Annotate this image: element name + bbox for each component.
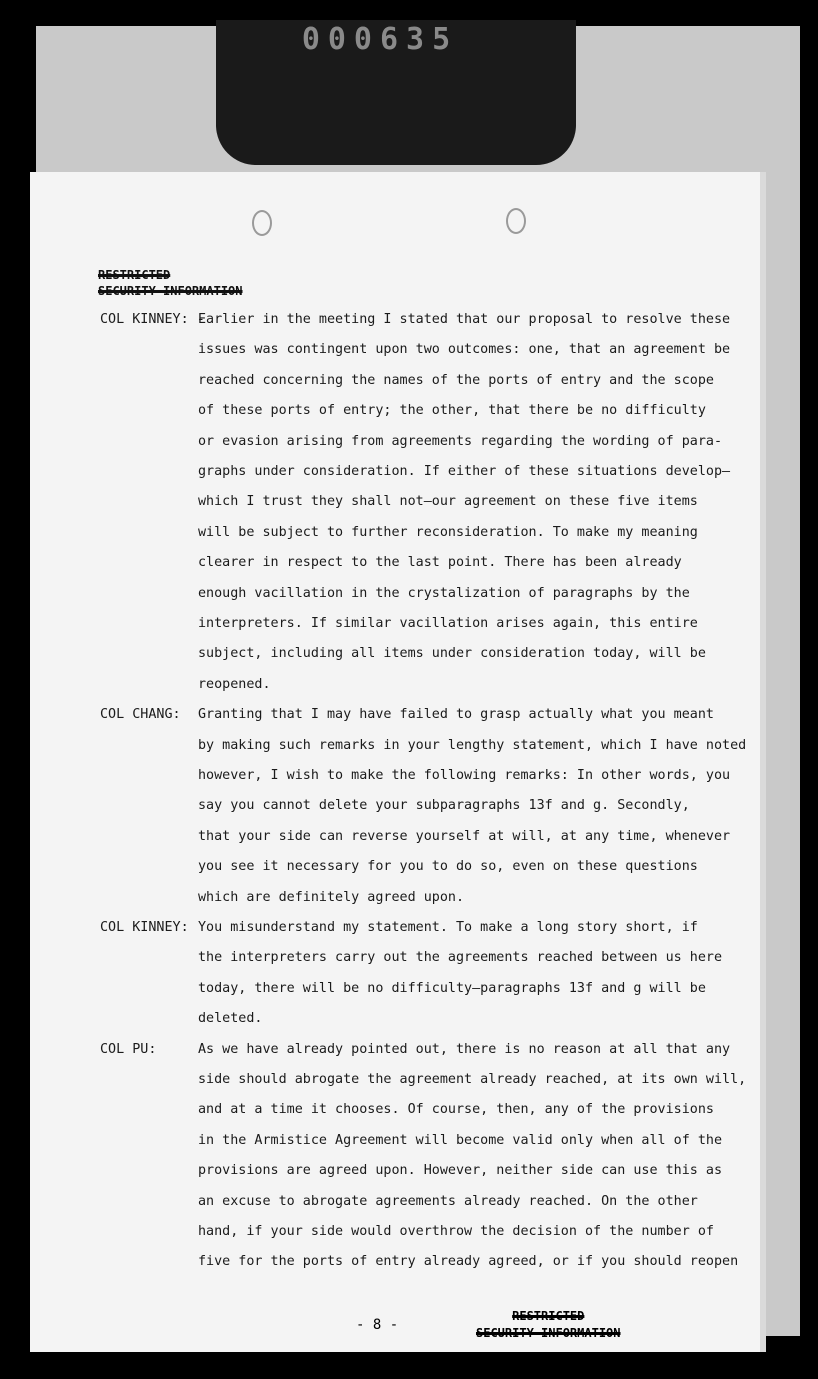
transcript-line: that your side can reverse yourself at will, at any time, whenever <box>198 828 731 844</box>
page-number: - 8 - <box>356 1317 399 1333</box>
transcript-line: reached concerning the names of the ports of entry and the scope <box>198 372 714 388</box>
transcript-line: will be subject to further reconsideration. To make my meaning <box>198 524 698 540</box>
transcript-body <box>30 172 760 1352</box>
classification-header <box>98 267 243 299</box>
transcript-line: by making such remarks in your lengthy statement, which I have noted <box>198 737 747 753</box>
footer-restricted: RESTRICTED <box>512 1309 585 1323</box>
transcript-line: you see it necessary for you to do so, even on these questions <box>198 859 698 875</box>
transcript-line: however, I wish to make the following remarks: In other words, you <box>198 768 731 783</box>
document-page <box>30 172 760 1352</box>
transcript-line: Earlier in the meeting I stated that our proposal to resolve these <box>198 312 731 327</box>
transcript-line: or evasion arising from agreements regarding the wording of para- <box>198 433 723 449</box>
transcript-line: subject, including all items under consideration today, will be <box>198 646 706 662</box>
transcript-line: five for the ports of entry already agreed, or if you should reopen <box>198 1254 739 1270</box>
transcript-line: today, there will be no difficulty—paragraphs 13f and g will be <box>198 980 706 996</box>
transcript-line: hand, if your side would overthrow the decision of the number of <box>198 1224 714 1239</box>
transcript-line: enough vacillation in the crystalization of paragraphs by the <box>198 585 690 601</box>
speaker-label: COL CHANG: <box>100 707 181 723</box>
transcript-line: reopened. <box>198 676 271 692</box>
transcript-line: graphs under consideration. If either of these situations develop— <box>198 464 731 479</box>
transcript-line: Granting that I may have failed to grasp actually what you meant <box>198 707 714 723</box>
header-security: SECURITY INFORMATION <box>98 284 243 298</box>
transcript-line: the interpreters carry out the agreements reached between us here <box>198 950 723 966</box>
speaker-label: COL KINNEY: <box>100 920 189 935</box>
clip-number: 000635 <box>301 22 459 57</box>
transcript-line: side should abrogate the agreement already reached, at its own will, <box>198 1072 747 1087</box>
transcript-line: and at a time it chooses. Of course, then, any of the provisions <box>198 1102 714 1118</box>
speaker-label: COL KINNEY: - <box>100 312 205 327</box>
footer-security: SECURITY INFORMATION <box>476 1326 621 1340</box>
classification-footer <box>476 1308 621 1342</box>
transcript-line: in the Armistice Agreement will become valid only when all of the <box>198 1132 723 1148</box>
transcript-line: deleted. <box>198 1011 263 1027</box>
transcript-line: an excuse to abrogate agreements already reached. On the other <box>198 1193 698 1209</box>
transcript-line: which are definitely agreed upon. <box>198 889 465 905</box>
header-restricted: RESTRICTED <box>98 268 171 282</box>
transcript-line: interpreters. If similar vacillation arises again, this entire <box>198 616 698 631</box>
speaker-label: COL PU: <box>100 1041 157 1057</box>
transcript-line: clearer in respect to the last point. There has been already <box>198 555 682 571</box>
transcript-line: You misunderstand my statement. To make a long story short, if <box>198 920 698 935</box>
transcript-line: of these ports of entry; the other, that there be no difficulty <box>198 403 706 419</box>
transcript-line: issues was contingent upon two outcomes: one, that an agreement be <box>198 342 731 358</box>
transcript-line: which I trust they shall not—our agreement on these five items <box>198 494 698 510</box>
transcript-line: provisions are agreed upon. However, neither side can use this as <box>198 1163 723 1179</box>
transcript-line: As we have already pointed out, there is no reason at all that any <box>198 1041 731 1057</box>
transcript-line: say you cannot delete your subparagraphs 13f and g. Secondly, <box>198 798 690 814</box>
